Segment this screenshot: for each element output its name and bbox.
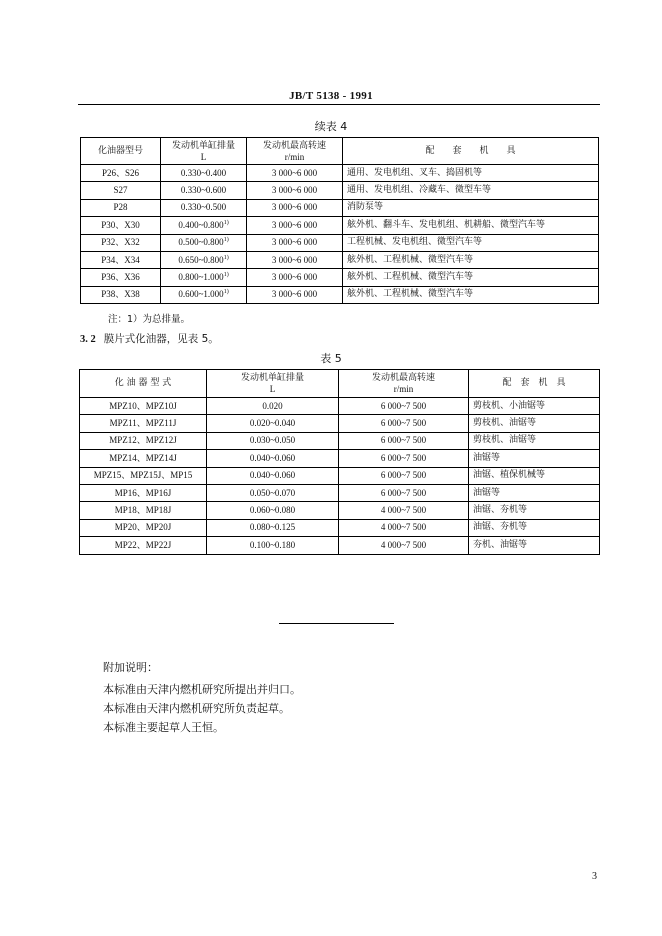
cell-speed: 3 000~6 000: [247, 182, 343, 199]
footnote-marker: 1): [223, 219, 229, 226]
cell-speed: 6 000~7 500: [339, 432, 469, 449]
table5-header-speed: [339, 370, 469, 398]
cell-speed: 3 000~6 000: [247, 251, 343, 268]
table-row: [81, 217, 599, 234]
cell-applications: 工程机械、发电机组、微型汽车等: [343, 234, 599, 251]
cell-displacement-value: 0.650~0.800: [178, 254, 224, 265]
table5-header-speed-label: 发动机最高转速: [371, 373, 435, 383]
header-rule: [78, 104, 600, 105]
cell-displacement-value: 0.600~1.000: [178, 289, 224, 300]
section-3-2: [80, 331, 219, 346]
cell-speed: 6 000~7 500: [339, 450, 469, 467]
table4: [80, 137, 599, 304]
cell-model: MP18、MP18J: [80, 502, 207, 519]
cell-speed: 3 000~6 000: [247, 234, 343, 251]
table5-header-displacement: [207, 370, 339, 398]
table4-header-displacement: [161, 138, 247, 165]
cell-applications: 油锯等: [469, 450, 600, 467]
cell-applications: 通用、发电机组、冷藏车、微型车等: [343, 182, 599, 199]
table-row: [81, 286, 599, 303]
cell-applications: 舷外机、工程机械、微型汽车等: [343, 269, 599, 286]
table-row: [81, 199, 599, 216]
cell-speed: 6 000~7 500: [339, 398, 469, 415]
cell-applications: 剪枝机、油锯等: [469, 432, 600, 449]
section-number: 3. 2: [80, 334, 96, 345]
table-row: [80, 415, 600, 432]
end-of-standard-rule: [279, 623, 394, 624]
cell-applications: 消防泵等: [343, 199, 599, 216]
cell-applications: 舷外机、工程机械、微型汽车等: [343, 251, 599, 268]
cell-displacement: 0.080~0.125: [207, 519, 339, 536]
cell-model: MPZ10、MPZ10J: [80, 398, 207, 415]
table-row: [81, 182, 599, 199]
cell-speed: 4 000~7 500: [339, 519, 469, 536]
table5-header-displacement-label: 发动机单缸排量: [240, 373, 304, 383]
cell-displacement: [161, 217, 247, 234]
cell-displacement-value: 0.330~0.600: [180, 185, 227, 196]
cell-model: MPZ11、MPZ11J: [80, 415, 207, 432]
footnote-marker: 1): [223, 289, 229, 296]
cell-applications: 油锯等: [469, 484, 600, 501]
table5-header-row: [80, 370, 600, 398]
cell-applications: 油锯、夯机等: [469, 502, 600, 519]
table4-header-speed-label: 发动机最高转速: [262, 140, 326, 151]
cell-displacement: 0.030~0.050: [207, 432, 339, 449]
cell-applications: 夯机、油锯等: [469, 537, 600, 554]
table4-header-speed-unit: r/min: [284, 151, 305, 162]
cell-applications: 通用、发电机组、叉车、捣固机等: [343, 165, 599, 182]
additional-notes-title: 附加说明：: [103, 661, 158, 674]
table5-header-speed-unit: r/min: [393, 384, 414, 394]
table5-header-displacement-unit: L: [269, 384, 276, 394]
cell-displacement: 0.020: [207, 398, 339, 415]
cell-displacement: 0.060~0.080: [207, 502, 339, 519]
table4-header-row: [81, 138, 599, 165]
table-row: [80, 537, 600, 554]
cell-displacement: [161, 251, 247, 268]
additional-note-line: 本标准主要起草人王恒。: [103, 721, 224, 734]
cell-speed: 3 000~6 000: [247, 217, 343, 234]
cell-model: MPZ14、MPZ14J: [80, 450, 207, 467]
table4-header-displacement-label: 发动机单缸排量: [171, 140, 235, 151]
cell-applications: 剪枝机、小油锯等: [469, 398, 600, 415]
cell-speed: 4 000~7 500: [339, 502, 469, 519]
table4-header-model: 化油器型号: [81, 138, 161, 165]
cell-applications: 舷外机、工程机械、微型汽车等: [343, 286, 599, 303]
cell-speed: 6 000~7 500: [339, 484, 469, 501]
table-row: [80, 484, 600, 501]
table4-header-speed: [247, 138, 343, 165]
cell-displacement: 0.050~0.070: [207, 484, 339, 501]
table-row: [81, 269, 599, 286]
table-row: [80, 519, 600, 536]
section-text: 膜片式化油器，见表 5。: [103, 333, 219, 345]
cell-applications: 剪枝机、油锯等: [469, 415, 600, 432]
cell-speed: 3 000~6 000: [247, 199, 343, 216]
cell-model: P28: [81, 199, 161, 216]
cell-displacement: 0.040~0.060: [207, 450, 339, 467]
cell-speed: 4 000~7 500: [339, 537, 469, 554]
cell-displacement-value: 0.330~0.500: [180, 202, 227, 213]
cell-model: P38、X38: [81, 286, 161, 303]
table4-caption: 续表 4: [314, 120, 348, 133]
table-row: [80, 467, 600, 484]
cell-displacement: [161, 269, 247, 286]
cell-model: MPZ12、MPZ12J: [80, 432, 207, 449]
cell-applications: 油锯、夯机等: [469, 519, 600, 536]
cell-model: MPZ15、MPZ15J、MP15: [80, 467, 207, 484]
cell-model: P34、X34: [81, 251, 161, 268]
table-row: [81, 251, 599, 268]
cell-speed: 3 000~6 000: [247, 165, 343, 182]
cell-speed: 6 000~7 500: [339, 415, 469, 432]
table5-header-model: 化 油 器 型 式: [80, 370, 207, 398]
cell-displacement-value: 0.500~0.800: [178, 237, 224, 248]
cell-displacement: 0.020~0.040: [207, 415, 339, 432]
table-row: [81, 165, 599, 182]
cell-displacement-value: 0.400~0.800: [178, 219, 224, 230]
cell-speed: 6 000~7 500: [339, 467, 469, 484]
table5-caption: 表 5: [320, 352, 342, 365]
standard-code-header: JB/T 5138 - 1991: [289, 90, 373, 102]
table-row: [80, 502, 600, 519]
additional-note-line: 本标准由天津内燃机研究所负责起草。: [103, 702, 290, 715]
cell-displacement-value: 0.800~1.000: [178, 272, 224, 283]
cell-displacement: [161, 199, 247, 216]
table5-header-applications: 配 套 机 具: [469, 370, 600, 398]
table4-footnote: 注：1）为总排量。: [108, 314, 191, 325]
cell-speed: 3 000~6 000: [247, 286, 343, 303]
cell-model: MP16、MP16J: [80, 484, 207, 501]
cell-displacement: [161, 165, 247, 182]
cell-model: MP22、MP22J: [80, 537, 207, 554]
cell-displacement: [161, 234, 247, 251]
footnote-marker: 1): [223, 272, 229, 279]
cell-displacement: 0.100~0.180: [207, 537, 339, 554]
cell-applications: 油锯、植保机械等: [469, 467, 600, 484]
cell-model: S27: [81, 182, 161, 199]
footnote-marker: 1): [223, 254, 229, 261]
cell-displacement: [161, 182, 247, 199]
cell-displacement: 0.040~0.060: [207, 467, 339, 484]
table-row: [80, 450, 600, 467]
table-row: [80, 432, 600, 449]
cell-displacement-value: 0.330~0.400: [180, 167, 227, 178]
cell-displacement: [161, 286, 247, 303]
cell-model: P36、X36: [81, 269, 161, 286]
cell-model: MP20、MP20J: [80, 519, 207, 536]
cell-speed: 3 000~6 000: [247, 269, 343, 286]
table5: [79, 369, 600, 555]
table4-header-applications: 配 套 机 具: [343, 138, 599, 165]
footnote-marker: 1): [223, 237, 229, 244]
additional-note-line: 本标准由天津内燃机研究所提出并归口。: [103, 683, 301, 696]
table-row: [81, 234, 599, 251]
cell-applications: 舷外机、翻斗车、发电机组、机耕船、微型汽车等: [343, 217, 599, 234]
page-number: 3: [592, 871, 597, 882]
cell-model: P26、S26: [81, 165, 161, 182]
table4-header-displacement-unit: L: [200, 151, 207, 162]
table-row: [80, 398, 600, 415]
cell-model: P32、X32: [81, 234, 161, 251]
cell-model: P30、X30: [81, 217, 161, 234]
